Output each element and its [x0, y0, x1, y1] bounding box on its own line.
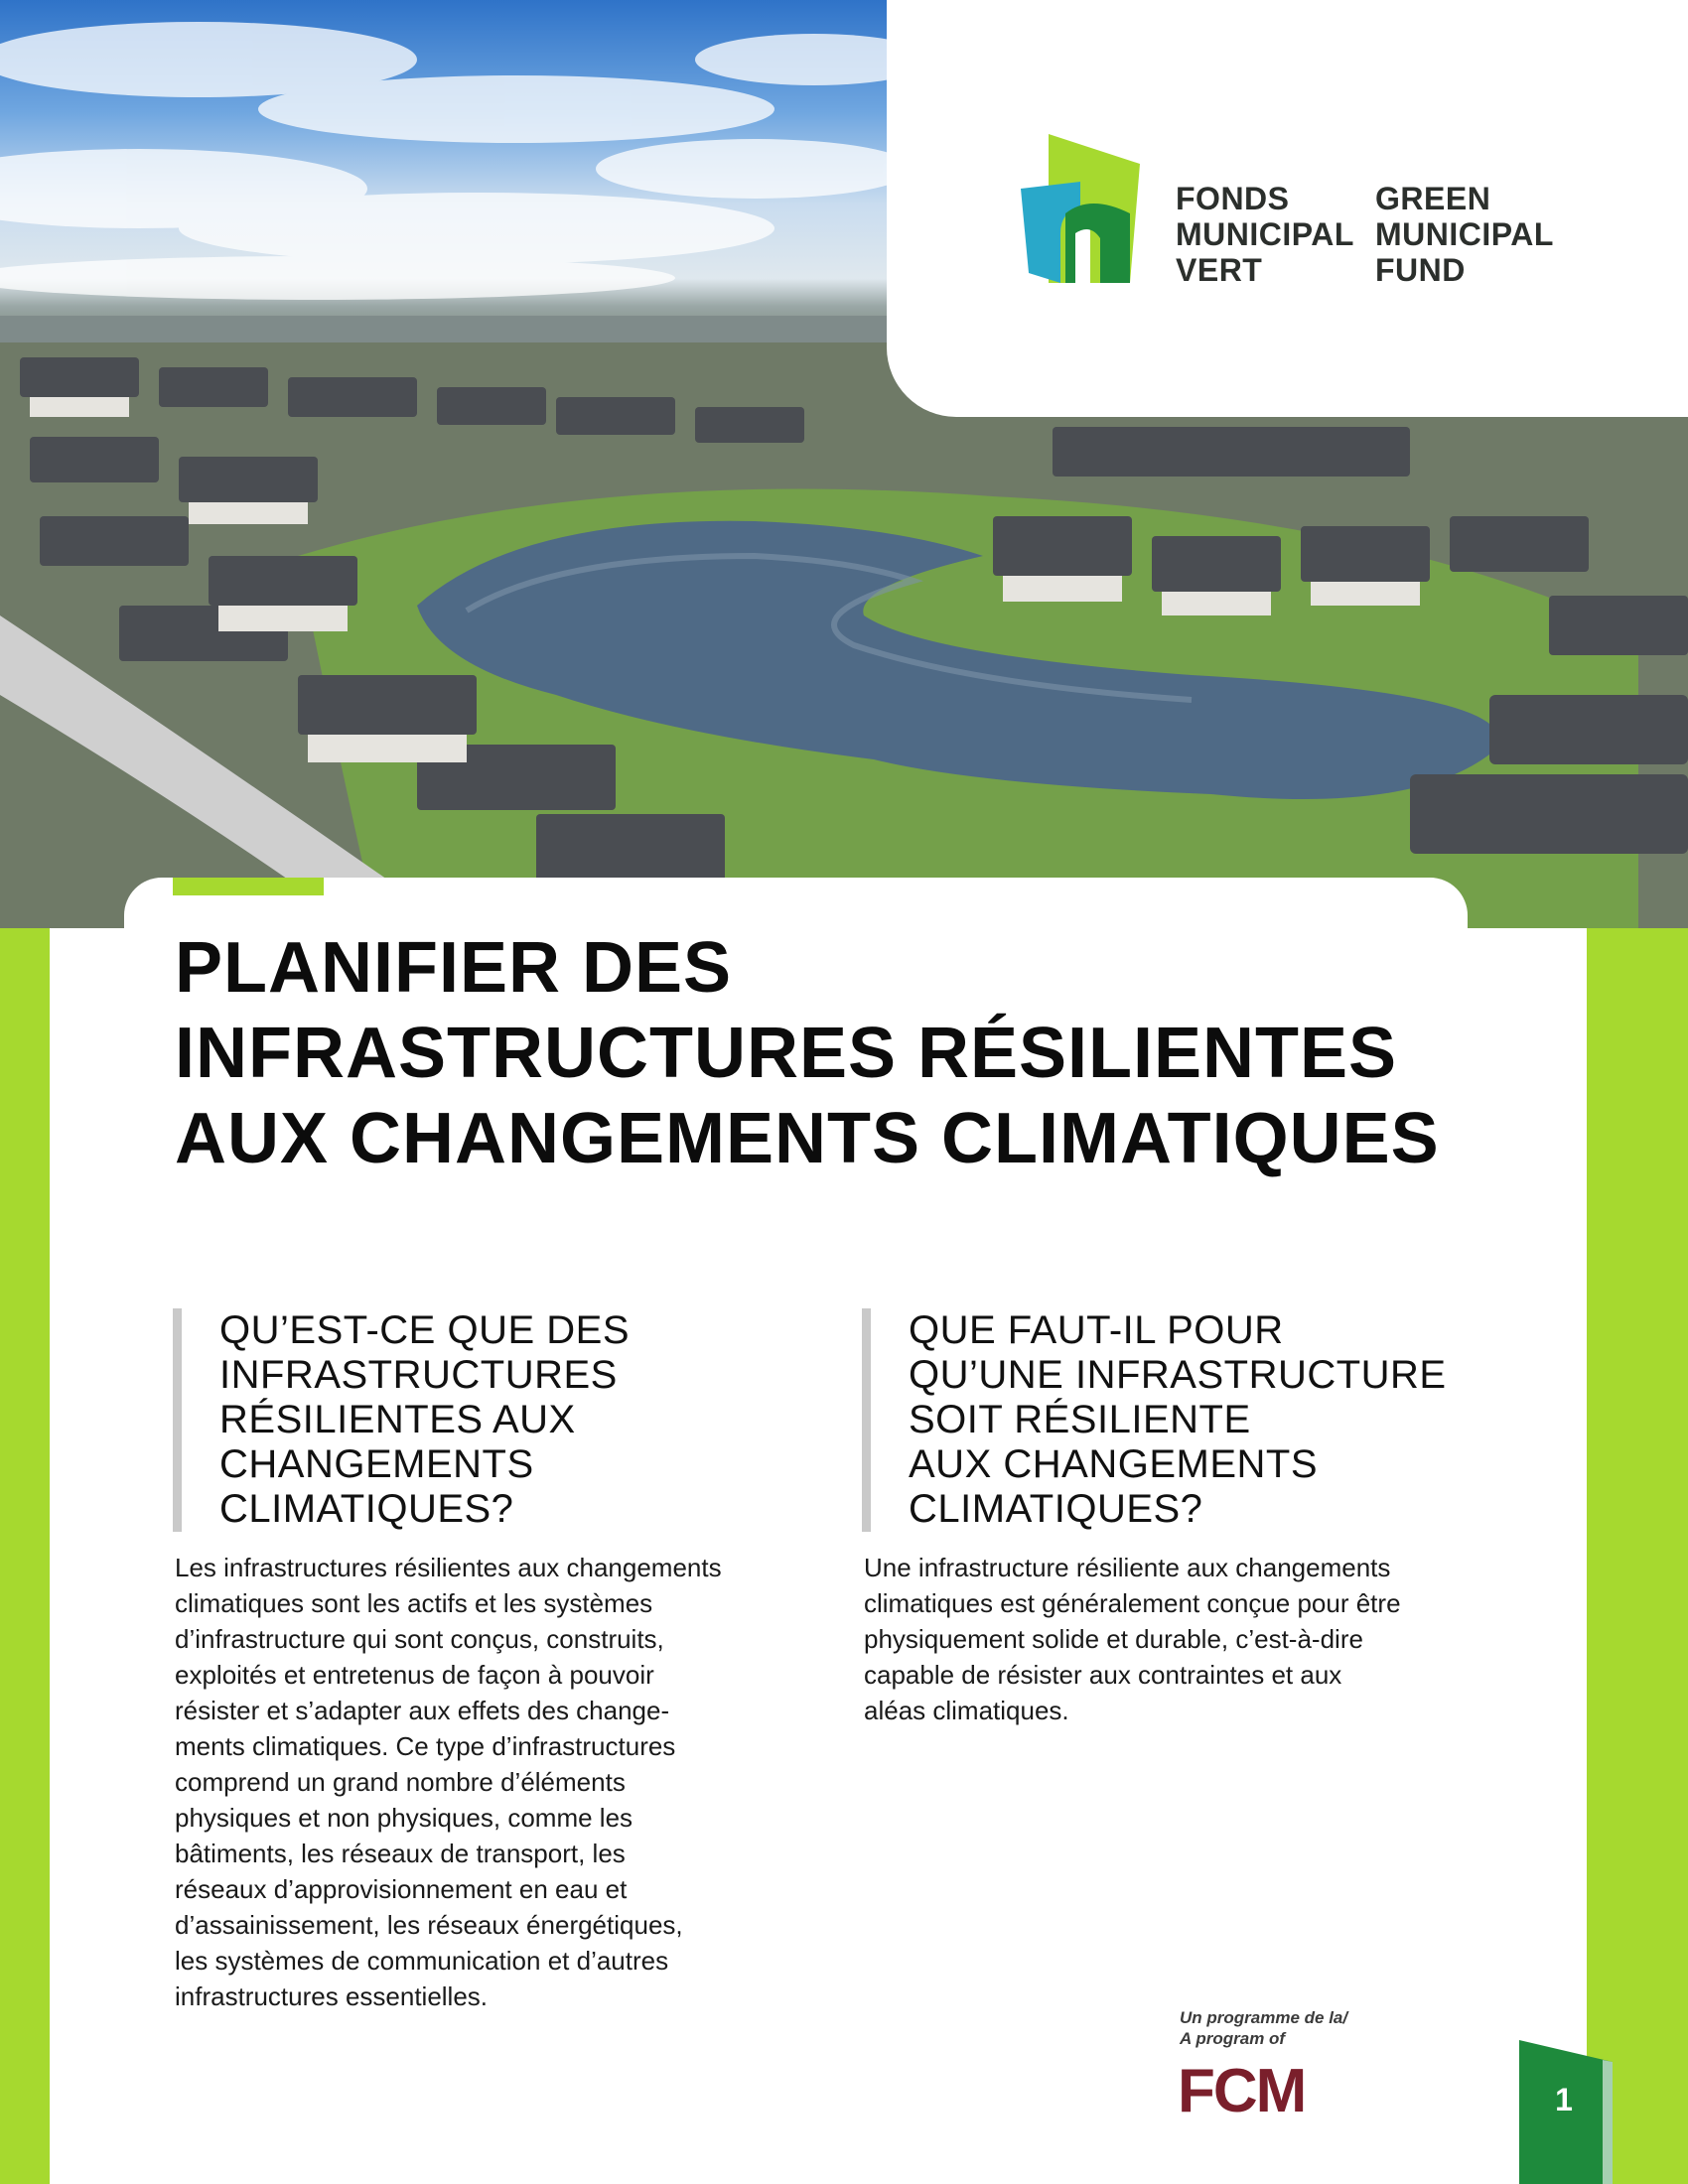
logo-en-line: MUNICIPAL [1375, 216, 1554, 252]
program-label-line: Un programme de la/ [1180, 2008, 1348, 2027]
program-label [1180, 2007, 1347, 2049]
fcm-logo: FCM [1178, 2057, 1306, 2125]
right-green-bar [1587, 928, 1688, 2184]
section-heading: QU’EST-CE QUE DES INFRASTRUCTURES RÉSILIENTES AUX CHANGEMENTS CLIMATIQUES? [219, 1308, 631, 1531]
logo-fr-line: FONDS [1176, 181, 1290, 216]
program-label-line: A program of [1180, 2029, 1286, 2048]
logo-text-en [1375, 181, 1554, 288]
section-body: Les infrastructures résilientes aux changements climatiques sont les actifs et les systèmes d’infrastructure qui sont conçus, construits, exploités et entretenus de façon à pouvoir résister et s’adapter aux effets des change- ments climatiques. Ce type d’infrastructures comprend un grand nombre d’éléments physiques et non physiques, comme les bâtiments, les réseaux de transport, les réseaux d’approvisionnement en eau et d’assainissement, les réseaux énergétiques, les systèmes de communication et d’autres infrastructures essentielles. [175, 1553, 722, 2011]
page-number: 1 [1555, 2082, 1573, 2117]
section-heading-block [862, 1308, 1524, 1532]
section-heading-block [173, 1308, 835, 1532]
gmf-leaf-logo-icon [1021, 134, 1160, 283]
logo-en-line: FUND [1375, 252, 1466, 288]
left-green-bar [0, 928, 50, 2184]
logo-en-line: GREEN [1375, 181, 1491, 216]
page-title: PLANIFIER DES INFRASTRUCTURES RÉSILIENTES AUX CHANGEMENTS CLIMATIQUES [175, 928, 1440, 1178]
logo-text-fr [1176, 181, 1354, 288]
section-body: Une infrastructure résiliente aux changements climatiques est généralement conçue pour être physiquement solide et durable, c’est-à-dire capable de résister aux contraintes et aux aléas climatiques. [864, 1553, 1401, 1725]
section-heading: QUE FAUT-IL POUR QU’UNE INFRASTRUCTURE SOIT RÉSILIENTE AUX CHANGEMENTS CLIMATIQUES? [909, 1308, 1447, 1531]
logo-fr-line: VERT [1176, 252, 1263, 288]
accent-tab [173, 878, 324, 895]
logo-fr-line: MUNICIPAL [1176, 216, 1354, 252]
